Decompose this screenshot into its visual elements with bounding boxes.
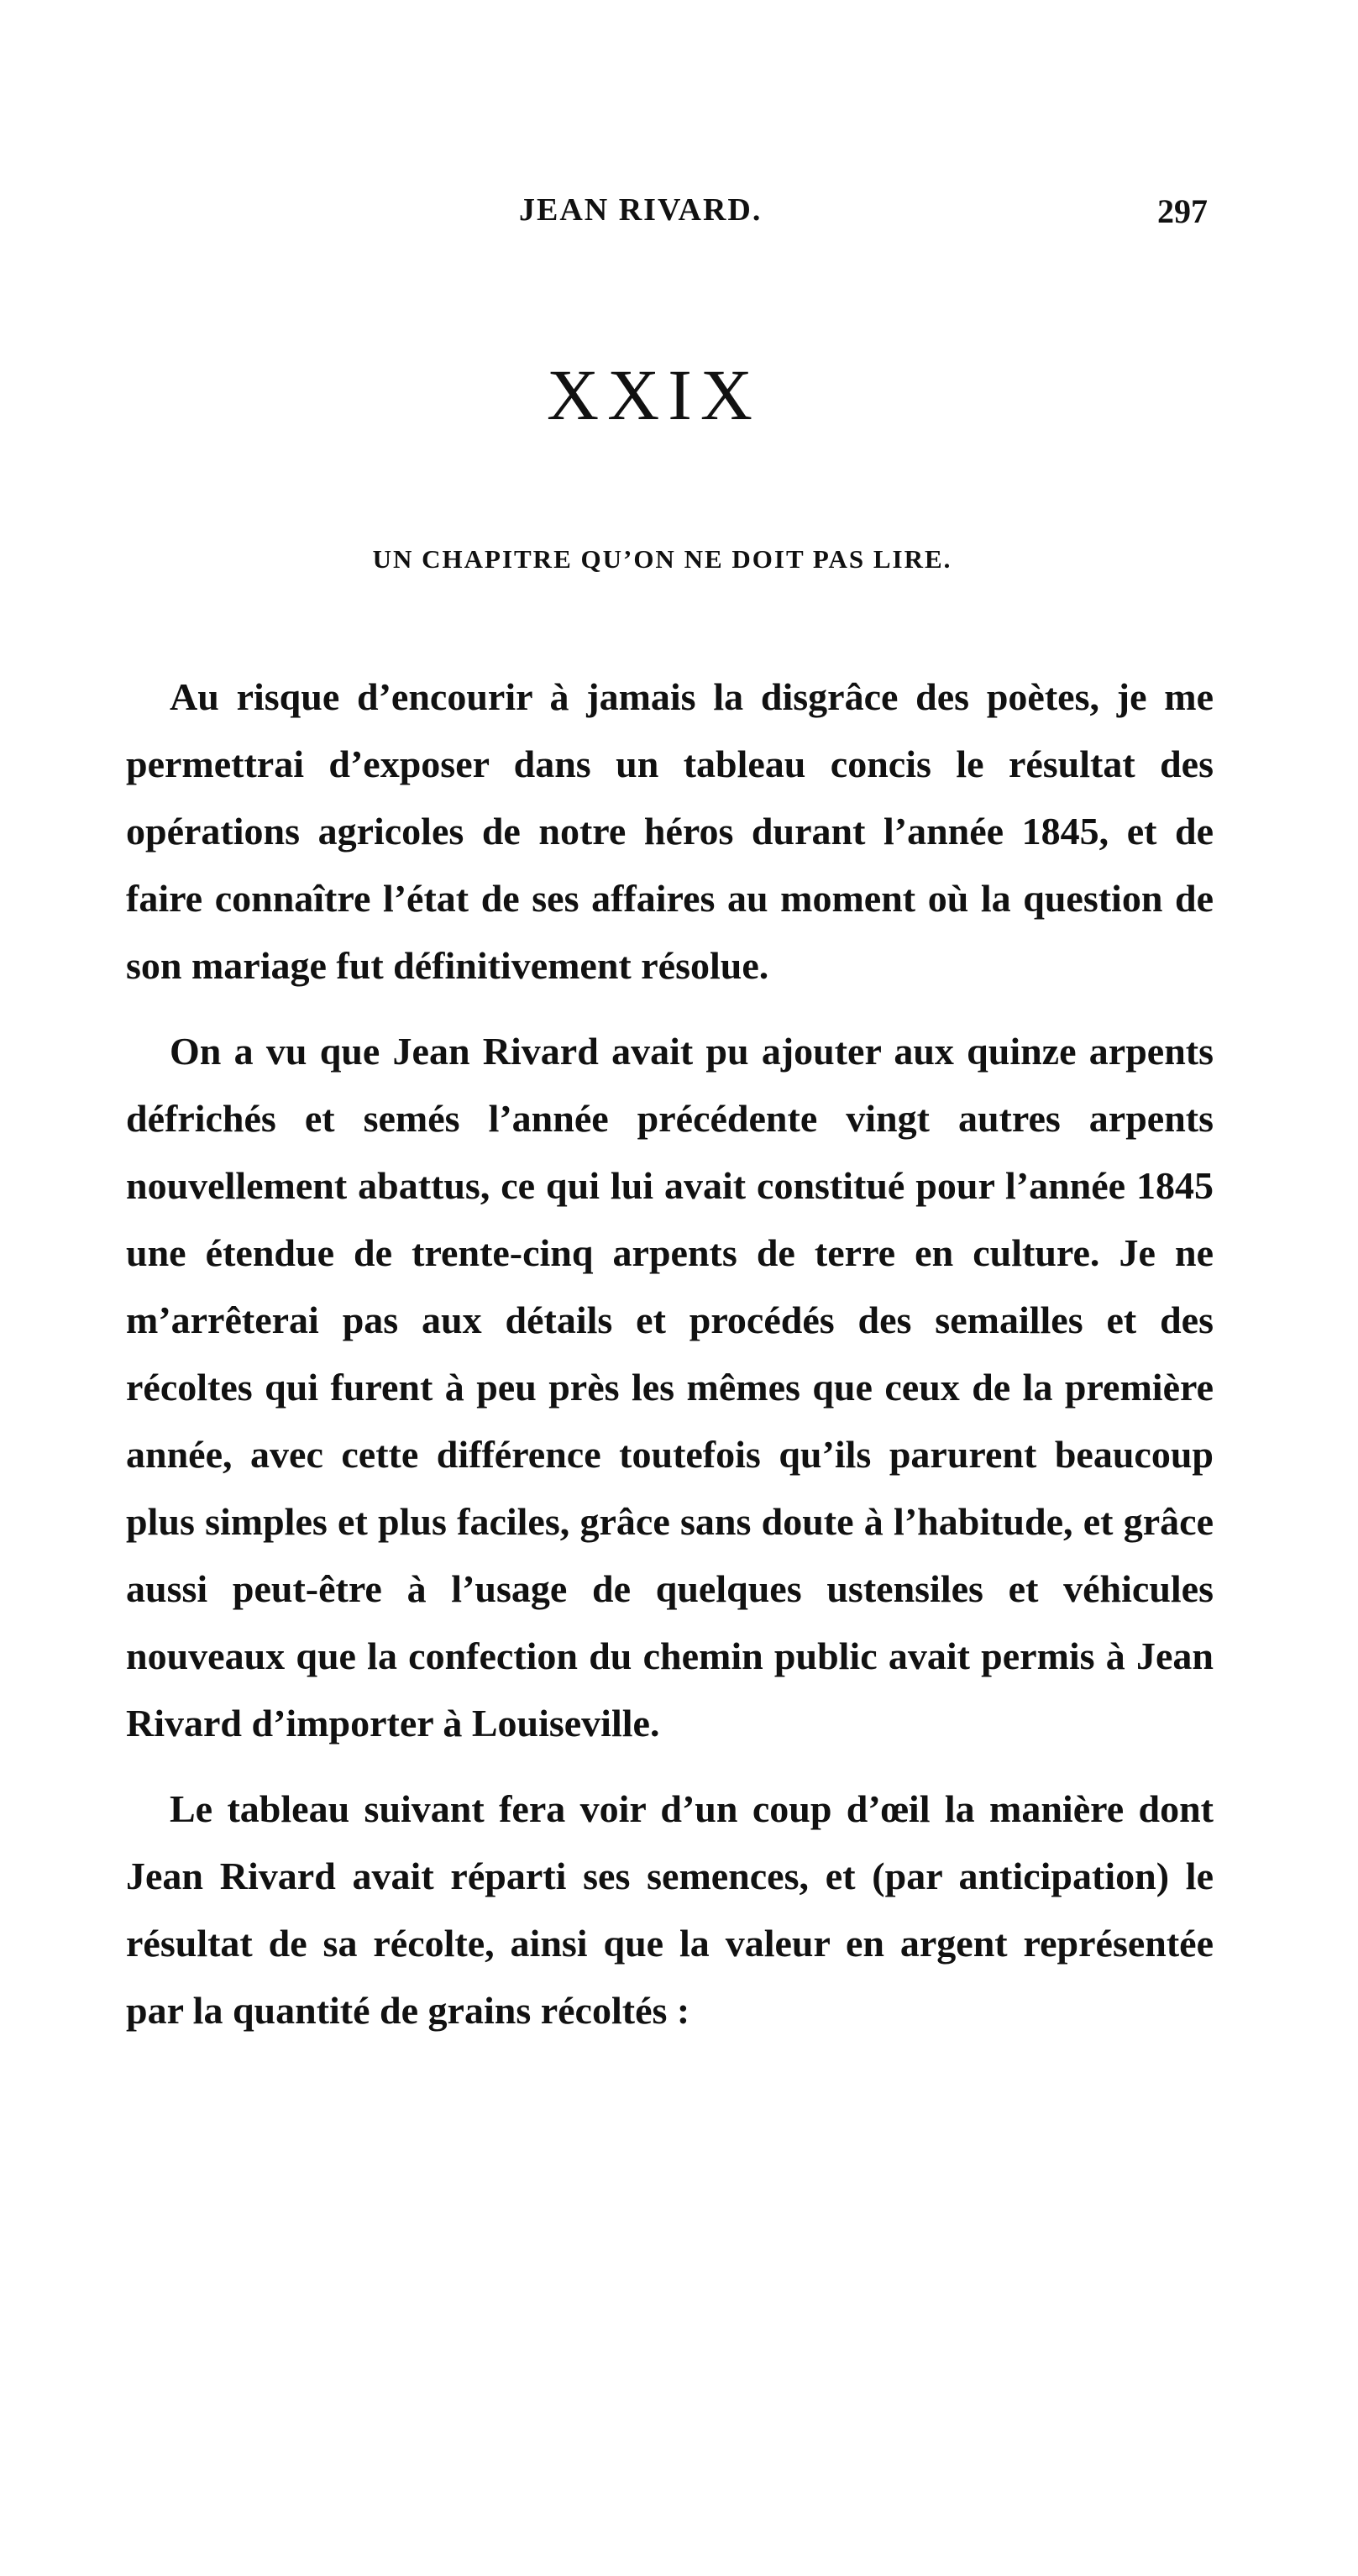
running-title: JEAN RIVARD. <box>519 192 763 228</box>
page-number: 297 <box>1157 192 1208 230</box>
paragraph-1: Au risque d’encourir à jamais la disgrâce des poètes, je me permettrai d’exposer dans un tableau concis le résultat des opérations agricoles de notre héros durant l’année 1845, et de faire connaître l’état de ses affaires au moment où la question de son mariage fut définitivement résolue. <box>126 675 1214 987</box>
paragraph-2: On a vu que Jean Rivard avait pu ajouter aux quinze arpents défrichés et semés l’année précédente vingt autres arpents nouvellement abattus, ce qui lui avait constitué pour l’année 1845 une étendue de trente-cinq arpents de terre en culture. Je ne m’arrêterai pas aux détails et procédés des semailles et des récoltes qui furent à peu près les mêmes que ceux de la première année, avec cette différence toutefois qu’ils parurent beaucoup plus simples et plus faciles, grâce sans doute à l’habitude, et grâce aussi peut-être à l’usage de quelques ustensiles et véhicules nouveaux que la confection du chemin public avait permis à Jean Rivard d’importer à Louiseville. <box>126 1030 1214 1744</box>
body-text <box>126 664 1214 2044</box>
chapter-title: UN CHAPITRE QU’ON NE DOIT PAS LIRE. <box>372 544 952 574</box>
running-header <box>0 191 1358 242</box>
chapter-number: XXIX <box>547 354 761 435</box>
paragraph-3: Le tableau suivant fera voir d’un coup d’œil la manière dont Jean Rivard avait réparti ses semences, et (par anticipation) le résultat de sa récolte, ainsi que la valeur en argent représentée par la quantité de grains récoltés : <box>126 1787 1214 2032</box>
